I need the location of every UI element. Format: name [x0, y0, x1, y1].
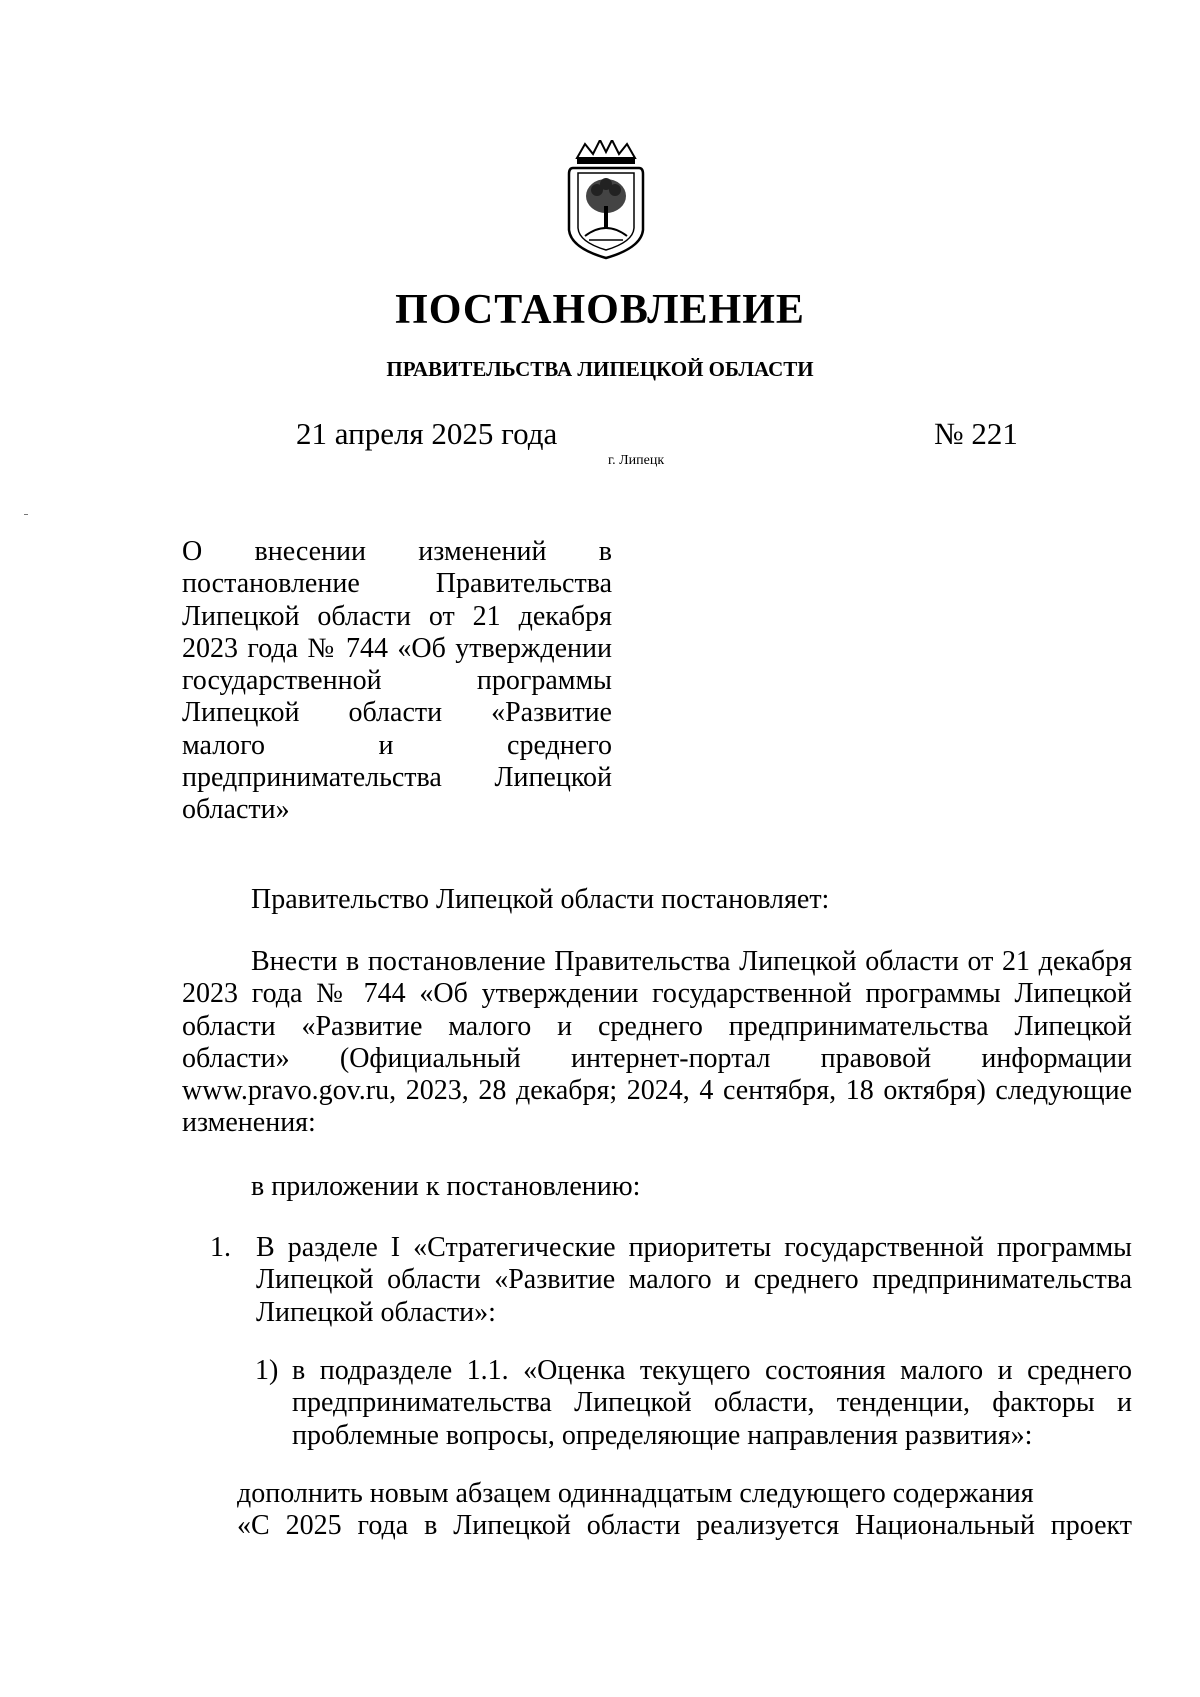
appendix-paragraph: в приложении к постановлению:: [251, 1171, 641, 1202]
document-subtitle: ПРАВИТЕЛЬСТВА ЛИПЕЦКОЙ ОБЛАСТИ: [386, 357, 814, 381]
main-paragraph: Внести в постановление Правительства Липецкой области от 21 декабря 2023 года № 744 «Об утверждении государственной программы Липецкой области «Развитие малого и среднего предпринимательства Липецкой области» (Официальный интернет-портал правовой информации www.pravo.gov.ru, 2023, 28 декабря; 2024, 4 сентября, 18 октября) следующие изменения:: [182, 946, 1132, 1139]
lipetsk-coat-of-arms-icon: [563, 140, 649, 260]
item-1-text: В разделе I «Стратегические приоритеты государственной программы Липецкой области «Развитие малого и среднего предпринимательства Липецкой области»:: [256, 1232, 1132, 1328]
quote-paragraph: «С 2025 года в Липецкой области реализуется Национальный проект: [237, 1510, 1132, 1541]
document-city: г. Липецк: [608, 453, 665, 468]
intro-paragraph: Правительство Липецкой области постановляет:: [251, 884, 830, 915]
scan-mark: [24, 514, 28, 515]
document-number: № 221: [934, 416, 1018, 451]
document-title: ПОСТАНОВЛЕНИЕ: [395, 287, 805, 333]
addition-paragraph: дополнить новым абзацем одиннадцатым следующего содержания: [237, 1478, 1034, 1509]
document-heading: О внесении изменений в постановление Правительства Липецкой области от 21 декабря 2023 года № 744 «Об утверждении государственной программы Липецкой области «Развитие малого и среднего предпринимательства Липецкой области»: [182, 536, 612, 826]
document-date: 21 апреля 2025 года: [296, 416, 558, 451]
item-2-number: 1): [255, 1355, 279, 1386]
item-2-text: в подразделе 1.1. «Оценка текущего состояния малого и среднего предпринимательства Липецкой области, тенденции, факторы и проблемные вопросы, определяющие направления развития»:: [292, 1355, 1132, 1451]
item-1-number: 1.: [210, 1232, 231, 1263]
